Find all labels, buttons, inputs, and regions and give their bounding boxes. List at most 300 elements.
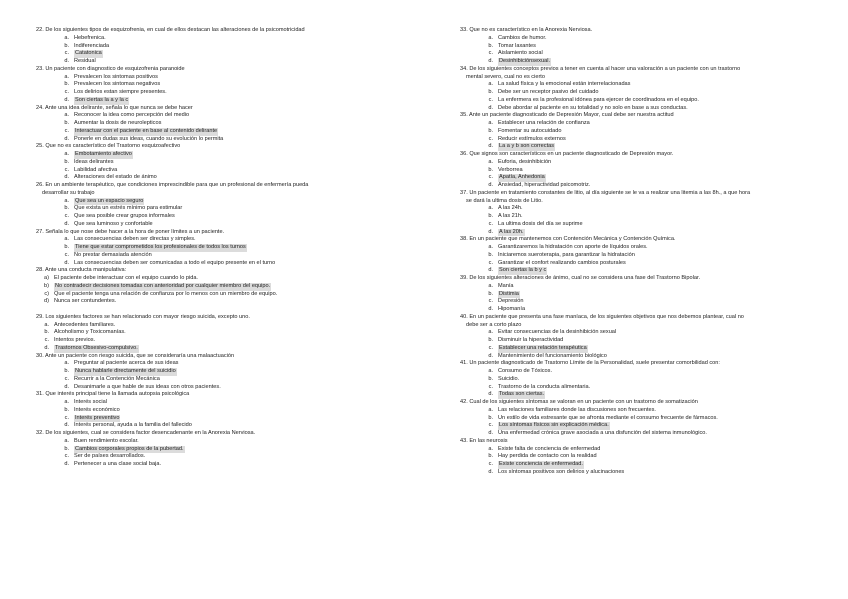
option-text: Interés económico xyxy=(74,406,120,413)
option-letter: c. xyxy=(64,213,69,219)
question-text: 31. Que interés principal tiene la llamada autopsia psicológica xyxy=(36,391,190,398)
answer-option xyxy=(36,407,431,415)
answer-option-highlighted xyxy=(460,174,835,182)
option-text: No prestar demasiada atención xyxy=(74,251,152,258)
question-block xyxy=(36,27,431,66)
option-text: Son ciertas la a y la c xyxy=(75,96,129,103)
answer-option xyxy=(460,306,835,314)
option-text: Alcoholismo y Toxicomanías. xyxy=(54,329,126,336)
answer-option xyxy=(36,205,431,213)
question-text: 34. De los siguientes conceptos previos a tener en cuenta al hacer una valoración a un paciente con un trastorno xyxy=(460,65,741,72)
answer-option xyxy=(460,120,835,128)
answer-option xyxy=(460,453,835,461)
question-block xyxy=(460,27,835,66)
option-text: Nunca ser contundentes. xyxy=(54,298,117,305)
option-letter: d. xyxy=(488,468,493,475)
option-letter: d. xyxy=(64,461,69,467)
question-block xyxy=(460,190,835,237)
option-text: Recurrir a la Contención Mecánica xyxy=(74,375,160,382)
option-text: Preguntar al paciente acerca de sus ideas xyxy=(74,360,179,367)
option-text: Aislamiento social xyxy=(498,50,543,57)
option-text: La enfermera es la profesional idónea para ejercer de coordinadora en el equipo. xyxy=(498,96,699,103)
answer-option xyxy=(36,213,431,221)
option-letter: a. xyxy=(64,34,69,41)
answer-option xyxy=(36,275,431,283)
option-text: Tiene que estar comprometidos los profesionales de todos los turnos xyxy=(75,244,246,250)
option-letter: c. xyxy=(488,135,493,142)
option-text: Desanimarle a que hable de sus ideas con otros pacientes. xyxy=(74,383,221,390)
answer-option xyxy=(460,337,835,345)
option-letter: d. xyxy=(488,182,493,188)
option-text: Hipomanía xyxy=(498,306,526,312)
option-letter: c. xyxy=(64,127,69,134)
option-text: Que sea luminoso y confortable xyxy=(74,220,153,227)
answer-option xyxy=(460,128,835,136)
option-letter: c. xyxy=(488,50,493,57)
answer-option-highlighted xyxy=(36,50,431,58)
question-block xyxy=(460,151,835,190)
option-letter: a. xyxy=(488,406,493,413)
answer-option xyxy=(36,221,431,229)
answer-option xyxy=(36,453,431,461)
option-letter: b. xyxy=(488,89,493,95)
option-text: Embotamiento afectivo xyxy=(75,151,132,157)
answer-option xyxy=(460,298,835,306)
answer-option-highlighted xyxy=(36,151,431,159)
option-text: Existe conciencia de enfermedad. xyxy=(499,461,583,467)
question-text: 26. En un ambiente terapéutico, que condiciones imprescindible para que un profesional de enfermería pueda xyxy=(36,182,309,188)
option-text: Prevalecen los sintomas positivos xyxy=(74,73,158,80)
option-letter: a. xyxy=(64,151,69,157)
option-text: Los síntomas positivos son delirios y alucinaciones xyxy=(498,468,625,475)
answer-option xyxy=(460,136,835,144)
option-text: Que sea un espacio seguro xyxy=(75,197,144,204)
option-letter: c. xyxy=(64,89,69,95)
option-letter: d. xyxy=(488,306,493,312)
answer-option-highlighted xyxy=(460,58,835,66)
option-text: Antecedentes familiares. xyxy=(54,321,116,328)
blank-line xyxy=(36,306,431,314)
option-text: Ideas delirantes xyxy=(74,158,114,165)
option-letter: a) xyxy=(44,275,49,281)
option-letter: a. xyxy=(488,205,493,212)
option-letter: c. xyxy=(64,251,69,258)
option-letter: c. xyxy=(64,453,69,460)
option-letter: b. xyxy=(44,329,49,336)
answer-option xyxy=(36,43,431,51)
option-letter: d. xyxy=(488,143,493,150)
answer-option xyxy=(36,298,431,306)
option-text: La a y b son correctas xyxy=(499,143,555,150)
option-text: Las consecuencias deben ser comunicadas a todo el equipo presente en el turno xyxy=(74,259,276,266)
option-letter: c. xyxy=(488,298,493,305)
option-letter: c. xyxy=(488,383,493,390)
option-text: Debe abordar al paciente en su totalidad y no solo en base a sus conductas. xyxy=(498,104,688,111)
answer-option-highlighted xyxy=(460,229,835,237)
answer-option xyxy=(36,291,431,299)
answer-option xyxy=(460,407,835,415)
option-letter: d. xyxy=(64,174,69,181)
option-letter: d. xyxy=(488,430,493,436)
option-text: Reconocer la idea como percepción del medio xyxy=(74,112,190,119)
answer-option-highlighted xyxy=(36,283,431,291)
answer-option xyxy=(36,376,431,384)
option-letter: c. xyxy=(64,50,69,57)
option-letter: a. xyxy=(488,282,493,289)
question-block xyxy=(36,391,431,430)
option-text: Indiferenciada xyxy=(74,42,110,49)
option-letter: c. xyxy=(488,220,493,227)
answer-option-highlighted xyxy=(460,345,835,353)
option-letter: a. xyxy=(64,197,69,204)
option-letter: a. xyxy=(488,244,493,250)
answer-option xyxy=(460,469,835,477)
option-letter: a. xyxy=(488,445,493,452)
answer-option xyxy=(460,244,835,252)
option-text: Interés social xyxy=(74,399,107,405)
option-text: Existe falta de conciencia de enfermedad xyxy=(498,445,601,452)
answer-option xyxy=(460,368,835,376)
option-letter: c. xyxy=(488,96,493,103)
answer-option xyxy=(460,221,835,229)
option-letter: b. xyxy=(64,42,69,49)
question-block xyxy=(36,314,431,353)
answer-option-highlighted xyxy=(460,391,835,399)
option-text: Suicidio. xyxy=(498,375,520,382)
option-letter: a. xyxy=(488,120,493,126)
question-block xyxy=(460,360,835,399)
answer-option-highlighted xyxy=(36,446,431,454)
question-block xyxy=(460,275,835,314)
option-letter: d. xyxy=(488,352,493,359)
option-letter: a. xyxy=(488,368,493,374)
answer-option xyxy=(460,260,835,268)
option-letter: b. xyxy=(488,127,493,134)
answer-option xyxy=(36,322,431,330)
question-block xyxy=(36,353,431,392)
option-text: Consumo de Tóxicos. xyxy=(498,368,552,374)
option-text: A las 20h. xyxy=(499,228,524,235)
question-block xyxy=(36,182,431,229)
option-text: Garantizar el confort realizando cambios posturales xyxy=(498,259,626,266)
answer-option xyxy=(36,81,431,89)
option-text: Establecer una relación de confianza xyxy=(498,120,590,126)
option-text: Garantizaremos la hidratación con aporte de líquidos orales. xyxy=(498,244,648,250)
option-letter: a. xyxy=(64,437,69,444)
option-letter: b. xyxy=(64,205,69,212)
answer-option xyxy=(36,438,431,446)
option-text: Labilidad afectiva xyxy=(74,166,118,173)
answer-option-highlighted xyxy=(36,97,431,105)
question-block xyxy=(36,105,431,144)
option-letter: c. xyxy=(488,461,493,467)
option-letter: b. xyxy=(64,158,69,165)
answer-option xyxy=(36,136,431,144)
option-text: Nunca hablarle directamente del suicidio xyxy=(75,368,176,374)
option-text: Depresión xyxy=(498,298,524,305)
answer-option xyxy=(36,35,431,43)
answer-option xyxy=(460,43,835,51)
question-text: 43. En las neurosis xyxy=(460,437,508,444)
option-text: Disminuir la hiperactividad xyxy=(498,337,564,343)
answer-option xyxy=(460,430,835,438)
option-letter: c. xyxy=(64,414,69,421)
option-letter: d. xyxy=(64,422,69,429)
question-text: 30. Ante un paciente con riesgo suicida, que se consideraría una malaactuación xyxy=(36,352,235,359)
option-letter: a. xyxy=(64,399,69,405)
option-letter: a. xyxy=(64,73,69,80)
answer-option xyxy=(36,422,431,430)
answer-option xyxy=(36,174,431,182)
option-letter: a. xyxy=(64,360,69,367)
answer-option xyxy=(36,167,431,175)
answer-option xyxy=(460,353,835,361)
answer-option-highlighted xyxy=(460,143,835,151)
option-text: Residual xyxy=(74,58,96,64)
answer-option-highlighted xyxy=(36,368,431,376)
option-text: Verborrea xyxy=(498,166,523,173)
answer-option xyxy=(460,329,835,337)
answer-option-highlighted xyxy=(36,415,431,423)
answer-option xyxy=(460,376,835,384)
option-letter: c. xyxy=(44,337,49,343)
option-letter: d. xyxy=(64,220,69,227)
question-text: 25. Que no es característico del Trastorno esquizoafectivo xyxy=(36,143,181,150)
answer-option-highlighted xyxy=(460,461,835,469)
answer-option xyxy=(36,236,431,244)
option-text: La ultima dosis del día se suprime xyxy=(498,220,583,227)
option-letter: c. xyxy=(488,174,493,181)
answer-option xyxy=(460,213,835,221)
option-text: Una enfermedad crónica grave asociada a una disfunción del sistema inmunológico. xyxy=(498,430,707,436)
question-block xyxy=(460,112,835,151)
left-column xyxy=(36,27,431,469)
option-text: Pertenecer a una clase social baja. xyxy=(74,461,162,467)
answer-option xyxy=(36,252,431,260)
answer-option-highlighted xyxy=(36,198,431,206)
answer-option xyxy=(36,461,431,469)
question-block xyxy=(36,229,431,268)
option-letter: b. xyxy=(488,166,493,173)
option-text: Que el paciente tenga una relación de confianza por lo menos con un miembro de equipo. xyxy=(54,290,278,297)
question-block xyxy=(460,66,835,113)
answer-option xyxy=(460,89,835,97)
option-text: Tomar laxantes xyxy=(498,42,536,49)
question-text: 24. Ante una idea delirante, señala lo que nunca se debe hacer xyxy=(36,104,193,111)
question-text: 22. De los siguientes tipos de esquizofrenia, en cual de ellos destacan las alteraciones de la psicomotricidad xyxy=(36,27,305,33)
question-text: 32. De los siguientes, cual se considera factor desencadenante en la Anorexia Nerviosa. xyxy=(36,430,256,436)
answer-option xyxy=(460,167,835,175)
option-letter: a. xyxy=(64,112,69,119)
answer-option-highlighted xyxy=(460,291,835,299)
question-text: 29. Los siguientes factores se han relacionado con mayor riesgo suicida, excepto uno. xyxy=(36,313,250,320)
option-text: Trastorno de la conducta alimentaria. xyxy=(498,383,591,390)
question-text: 28. Ante una conducta manipulativa: xyxy=(36,267,127,274)
question-block xyxy=(36,430,431,469)
option-letter: b. xyxy=(488,414,493,421)
option-letter: d. xyxy=(64,383,69,390)
answer-option xyxy=(36,159,431,167)
option-text: Buen rendimiento escolar. xyxy=(74,437,139,444)
option-letter: c) xyxy=(44,290,49,297)
option-text: Son ciertas la b y c xyxy=(499,267,547,274)
option-text: Evitar consecuencias de la desinhibición sexual xyxy=(498,329,617,336)
question-text: 35. Ante un paciente diagnosticado de Depresión Mayor, cual debe ser nuestra actitud xyxy=(460,112,674,119)
option-letter: b. xyxy=(488,213,493,219)
option-letter: c. xyxy=(488,259,493,266)
question-text-continued: mental severo, cual no es cierto xyxy=(466,73,545,80)
option-letter: d. xyxy=(64,135,69,142)
option-text: Ansiedad, hiperactividad psicomotriz. xyxy=(498,182,591,188)
answer-option xyxy=(460,283,835,291)
question-text-continued: debe ser a corto plazo xyxy=(466,321,522,328)
question-block xyxy=(460,236,835,275)
option-letter: b) xyxy=(44,282,49,289)
answer-option-highlighted xyxy=(36,244,431,252)
option-letter: a. xyxy=(488,81,493,88)
question-text: 38. En un paciente que mantenemos con Contención Mecánica y Contención Química. xyxy=(460,236,676,243)
option-text: Interactuar con el paciente en base al contenido delirante xyxy=(75,127,218,134)
option-text: Desinhibiciónsexual. xyxy=(499,58,550,64)
question-text: 33. Que no es característico en la Anorexia Nerviosa. xyxy=(460,27,593,33)
option-text: Las consecuencias deben ser directas y simples. xyxy=(74,236,196,243)
answer-option xyxy=(460,384,835,392)
option-text: No contradecir decisiones tomadas con anterioridad por cualquier miembro del equipo. xyxy=(55,282,271,289)
option-text: Manía xyxy=(498,282,514,289)
option-text: Euforia, desinhibición xyxy=(498,158,552,165)
question-block xyxy=(460,438,835,477)
option-letter: d. xyxy=(488,228,493,235)
option-text: Interés preventivo xyxy=(75,414,120,421)
option-letter: a. xyxy=(488,34,493,41)
answer-option xyxy=(460,97,835,105)
option-text: Las relaciones familiares donde las discusiones son frecuentes. xyxy=(498,406,656,413)
answer-option-highlighted xyxy=(36,345,431,353)
option-letter: d) xyxy=(44,298,49,305)
question-text: 36. Que signos son característicos en un paciente diagnosticado de Depresión mayor. xyxy=(460,151,674,157)
option-letter: a. xyxy=(44,321,49,328)
option-text: Mantenimiento del funcionamiento biológico xyxy=(498,352,607,359)
option-letter: b. xyxy=(488,251,493,258)
option-letter: b. xyxy=(64,445,69,452)
option-text: El paciente debe interactuar con el equipo cuando lo pida. xyxy=(54,275,198,281)
option-text: Hay perdida de contacto con la realidad xyxy=(498,453,597,460)
answer-option xyxy=(460,81,835,89)
question-text: 40. En un paciente que presenta una fase maníaca, de los siguientes objetivos que nos debemos plantear, cual no xyxy=(460,313,744,320)
option-text: La salud física y la emocional están interrelacionadas xyxy=(498,81,631,88)
option-text: Apatía, Anhedonia xyxy=(499,174,545,181)
question-text: 42. Cual de los siguientes síntomas se valoran en un paciente con un trastorno de somatización xyxy=(460,399,698,405)
option-text: Un estilo de vida estresante que se afronta mediante el consumo frecuente de fármacos. xyxy=(498,414,718,421)
option-text: Los síntomas físicos sin explicación médica. xyxy=(499,422,609,429)
answer-option xyxy=(460,35,835,43)
question-block xyxy=(36,66,431,105)
option-letter: b. xyxy=(64,244,69,250)
answer-option-highlighted xyxy=(460,422,835,430)
answer-option xyxy=(460,446,835,454)
option-letter: d. xyxy=(488,104,493,111)
option-letter: b. xyxy=(64,368,69,374)
answer-option xyxy=(36,120,431,128)
option-letter: b. xyxy=(488,42,493,49)
answer-option xyxy=(36,58,431,66)
option-text: Cambios de humor. xyxy=(498,34,547,41)
option-text: Ponerle en dudas sus ideas, cuando su evolución lo permita xyxy=(74,135,224,142)
option-letter: c. xyxy=(64,166,69,173)
option-letter: b. xyxy=(64,120,69,126)
question-block xyxy=(36,143,431,182)
option-text: Ser de países desarrollados. xyxy=(74,453,146,460)
question-text: 37. Un paciente en tratamiento constantes de litio, al día siguiente se le va a realizar una litemia a las 8h., a que hora xyxy=(460,189,751,196)
answer-option xyxy=(460,159,835,167)
answer-option xyxy=(36,360,431,368)
option-letter: d. xyxy=(64,58,69,64)
answer-option xyxy=(36,399,431,407)
question-text-continued: se dará la ultima dosis de Litio. xyxy=(466,197,543,204)
option-letter: c. xyxy=(488,344,493,351)
option-letter: b. xyxy=(488,453,493,460)
question-text: 39. De los siguientes alteraciones de ánimo, cual no se considera una fase del Trastorno Bipolar. xyxy=(460,275,701,281)
option-text: A las 21h. xyxy=(498,213,523,219)
option-letter: d. xyxy=(44,344,49,351)
option-text: Fomentar su autocuidado xyxy=(498,127,562,134)
question-text: 23. Un paciente con diagnostico de esquizofrenia paranoide xyxy=(36,65,185,72)
option-text: Intentos previos. xyxy=(54,337,96,343)
option-text: Que sea posible crear grupos informales xyxy=(74,213,175,219)
answer-option xyxy=(36,337,431,345)
option-text: Debe ser un receptor pasivo del cuidado xyxy=(498,89,599,95)
option-letter: b. xyxy=(64,406,69,413)
option-letter: d. xyxy=(488,391,493,398)
option-text: Catatonica xyxy=(75,50,102,57)
option-letter: a. xyxy=(64,236,69,243)
option-text: A las 24h. xyxy=(498,205,523,212)
option-letter: d. xyxy=(64,96,69,103)
option-text: Cambios corporales propios de la pubertad. xyxy=(75,445,184,452)
option-letter: d. xyxy=(64,259,69,266)
answer-option xyxy=(36,112,431,120)
answer-option xyxy=(460,50,835,58)
question-text: 41. Un paciente diagnosticado de Trastorno Límite de la Personalidad, suele presentar comorbilidad con: xyxy=(460,360,720,367)
option-text: Establecer una relación terapéutica xyxy=(499,344,587,351)
answer-option xyxy=(36,329,431,337)
option-letter: a. xyxy=(488,158,493,165)
answer-option xyxy=(36,89,431,97)
option-letter: b. xyxy=(64,81,69,88)
option-text: Alteraciones del estado de ánimo xyxy=(74,174,157,181)
option-letter: b. xyxy=(488,375,493,382)
option-letter: d. xyxy=(488,58,493,64)
option-text: Distimia xyxy=(499,290,519,297)
answer-option xyxy=(36,260,431,268)
answer-option xyxy=(460,105,835,113)
question-block xyxy=(460,399,835,438)
option-letter: c. xyxy=(488,422,493,429)
option-letter: d. xyxy=(488,267,493,274)
answer-option xyxy=(460,205,835,213)
answer-option xyxy=(460,415,835,423)
option-letter: b. xyxy=(488,290,493,297)
option-letter: b. xyxy=(488,337,493,343)
option-text: Que exista un estrés mínimo para estimular xyxy=(74,205,183,212)
option-text: Trastornos Obsesivo-compulsivo. xyxy=(55,344,138,351)
answer-option xyxy=(460,252,835,260)
option-text: Todas son ciertas. xyxy=(499,391,545,398)
question-block xyxy=(36,267,431,306)
option-text: Prevalecen los sintomas negativos xyxy=(74,81,161,88)
question-block xyxy=(460,314,835,361)
option-text: Hebefrenica. xyxy=(74,34,106,41)
